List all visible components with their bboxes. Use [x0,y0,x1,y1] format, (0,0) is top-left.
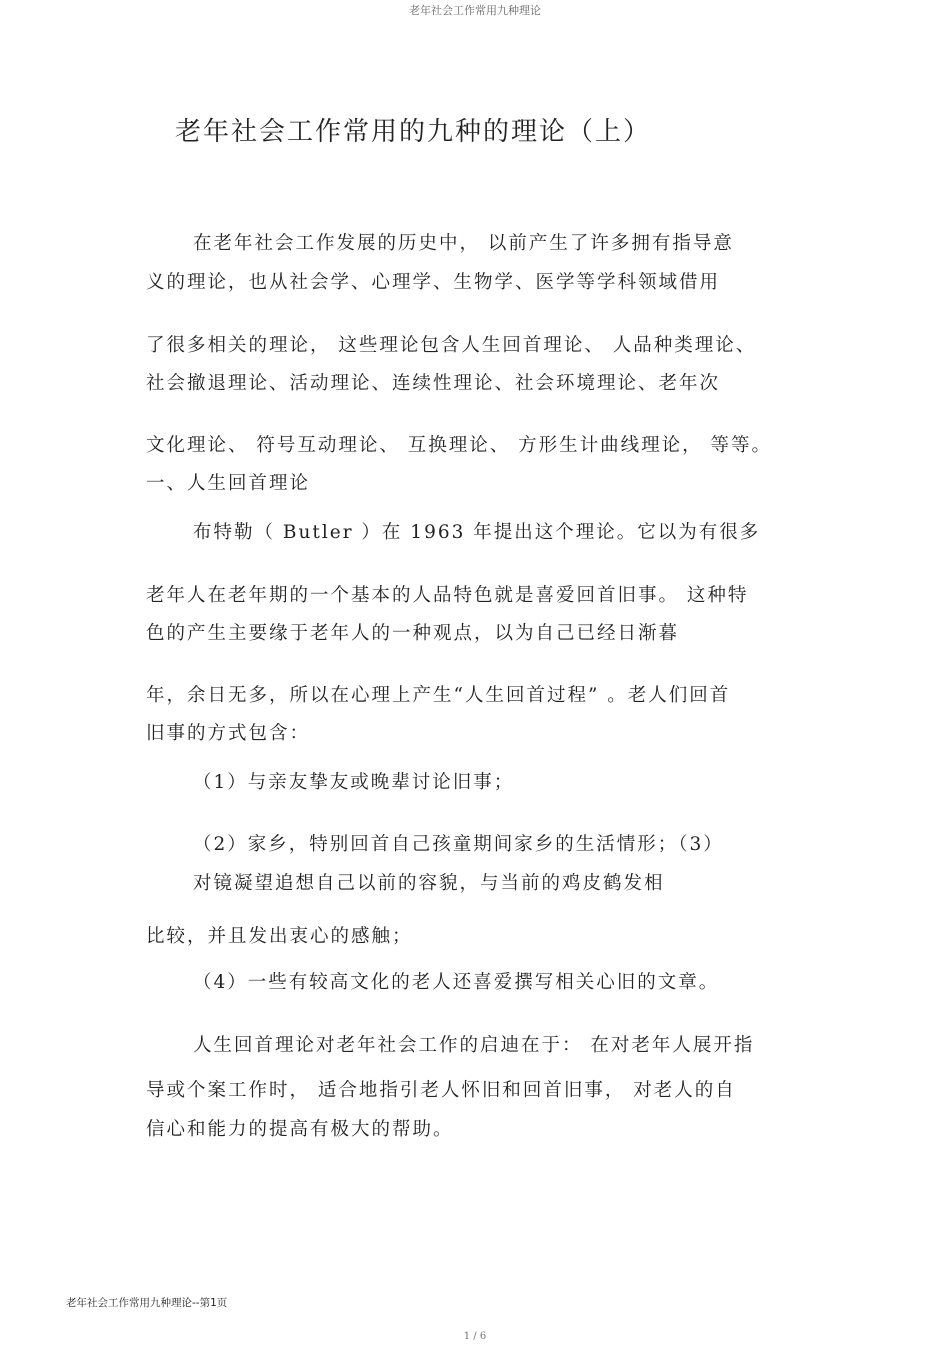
section-heading: 一、人生回首理论 [146,473,311,494]
body-line: 导或个案工作时， 适合地指引老人怀旧和回首旧事， 对老人的自 [146,1080,736,1101]
body-line: 了很多相关的理论， 这些理论包含人生回首理论、 人品种类理论、 [146,335,757,356]
body-line: 比较，并且发出衷心的感触； [146,926,413,947]
list-item: （2）家乡，特别回首自己孩童期间家乡的生活情形；（3） [193,834,724,855]
body-line: 年，余日无多，所以在心理上产生“人生回首过程” 。老人们回首 [146,685,731,706]
body-line: 文化理论、 符号互动理论、 互换理论、 方形生计曲线理论， 等等。 [146,435,773,456]
body-line: 义的理论，也从社会学、心理学、生物学、医学等学科领域借用 [146,272,721,293]
document-title: 老年社会工作常用的九种的理论（上） [175,117,652,147]
body-line: 布特勒（ Butler ）在 1963 年提出这个理论。它以为有很多 [193,522,761,543]
list-item: （4）一些有较高文化的老人还喜爱撰写相关心旧的文章。 [193,972,720,993]
body-line: 社会撤退理论、活动理论、连续性理论、社会环境理论、老年次 [146,373,721,394]
body-line: 信心和能力的提高有极大的帮助。 [146,1119,454,1140]
body-line: 旧事的方式包含： [146,723,311,744]
running-header: 老年社会工作常用九种理论 [409,4,541,17]
body-line: 对镜凝望追想自己以前的容貌，与当前的鸡皮鹤发相 [193,873,665,894]
body-line: 色的产生主要缘于老年人的一种观点，以为自己已经日渐暮 [146,623,680,644]
body-line: 老年人在老年期的一个基本的人品特色就是喜爱回首旧事。 这种特 [146,585,749,606]
list-item: （1）与亲友挚友或晚辈讨论旧事； [193,772,515,793]
page-number: 1 / 6 [463,1331,487,1342]
footer-page-label: 老年社会工作常用九种理论--第1页 [66,1297,228,1309]
body-line: 在老年社会工作发展的历史中， 以前产生了许多拥有指导意 [193,233,734,254]
body-line: 人生回首理论对老年社会工作的启迪在于： 在对老年人展开指 [193,1035,755,1056]
